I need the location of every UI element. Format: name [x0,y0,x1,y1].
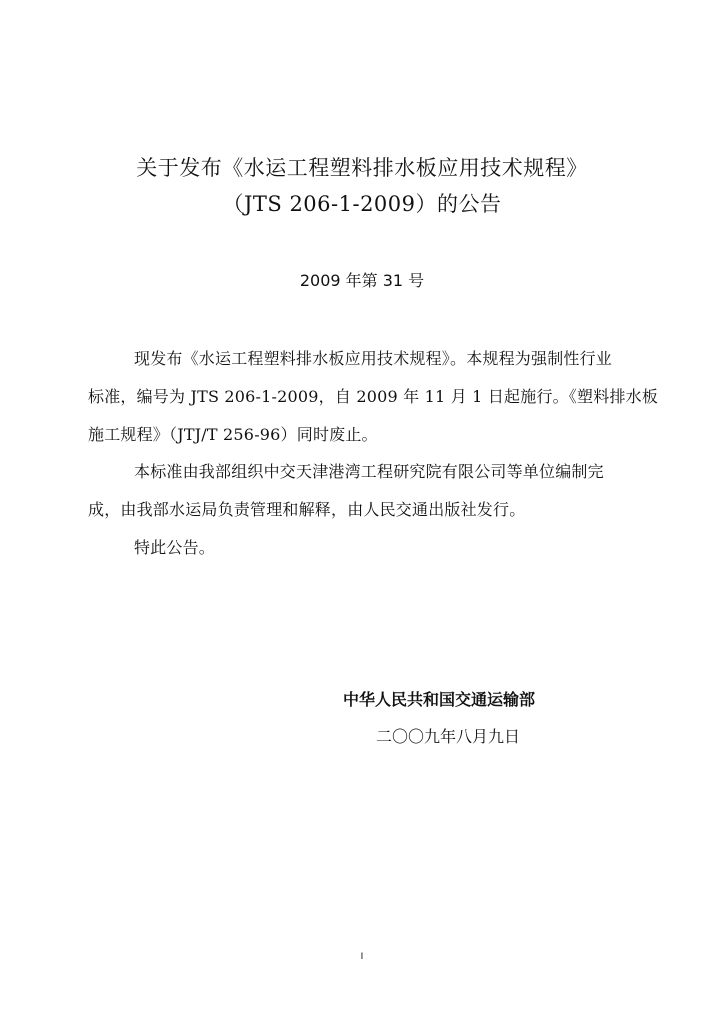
paragraph-3-line-1: 特此公告。 [134,538,216,557]
paragraph-2-line-2: 成，由我部水运局负责管理和解释，由人民交通出版社发行。 [88,500,526,519]
announcement-title-line-2: （JTS 206-1-2009）的公告 [222,192,502,216]
issuing-organization: 中华人民共和国交通运输部 [343,690,536,709]
paragraph-1-line-2: 标准，编号为 JTS 206-1-2009，自 2009 年 11 月 1 日起施行。《塑料排水板 [88,387,659,406]
document-number: 2009 年第 31 号 [299,271,425,290]
page-number: I [360,952,364,962]
paragraph-1-line-3: 施工规程》（JTJ/T 256-96）同时废止。 [88,425,378,444]
paragraph-1-line-1: 现发布《水运工程塑料排水板应用技术规程》。本规程为强制性行业 [134,349,613,368]
paragraph-2-line-1: 本标准由我部组织中交天津港湾工程研究院有限公司等单位编制完 [134,462,604,481]
issue-date: 二〇〇九年八月九日 [376,727,521,746]
announcement-title-line-1: 关于发布《水运工程塑料排水板应用技术规程》 [136,156,588,180]
